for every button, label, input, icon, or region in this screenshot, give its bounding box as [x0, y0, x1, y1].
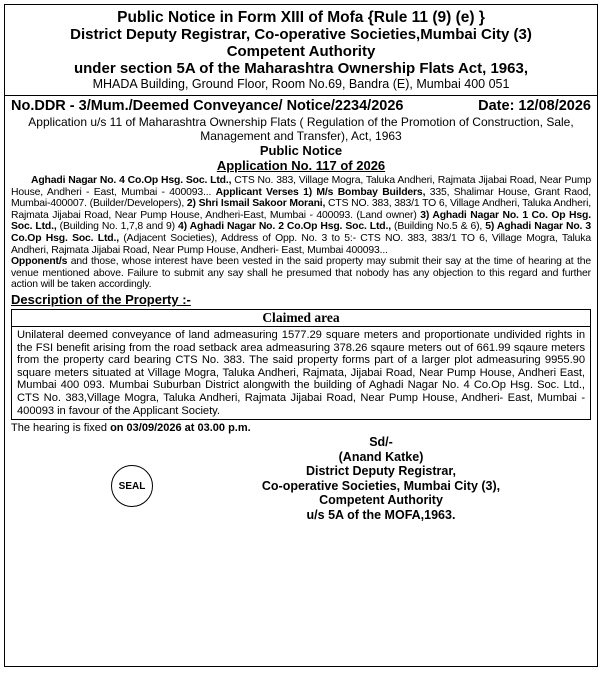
header-address: MHADA Building, Ground Floor, Room No.69, Bandra (E), Mumbai 400 051	[92, 77, 510, 91]
respondent-5: 5) Aghadi Nagar No. 3 Co.Op Hsg. Soc. Ltd.,	[11, 221, 591, 244]
property-description-heading: Description of the Property :-	[11, 291, 191, 307]
reference-number: No.DDR - 3/Mum./Deemed Conveyance/ Notice/2234/2026	[11, 98, 404, 114]
opponents-paragraph: Opponent/s and those, whose interest have been vested in the said property may submit their say at the time of hearing at the venue mentioned above. Failure to submit any say shall he presumed that nobody has any objection to this regard and further action will be taken accordingly.	[11, 256, 591, 291]
signature-sd: Sd/-	[369, 435, 393, 450]
header-title: Public Notice in Form XIII of Mofa {Rule 11 (9) (e) }	[117, 9, 485, 26]
header-authority: Competent Authority	[226, 43, 376, 60]
signatory-section: u/s 5A of the MOFA,1963.	[306, 507, 456, 522]
claimed-area-title: Claimed area	[12, 310, 590, 327]
claimed-area-text: Unilateral deemed conveyance of land admeasuring 1577.29 square meters and proportionate undivided rights in the FSI benefit arising from the road setback area admeasuring 378.26 sqaure meters out of 661.99 sqaure meters from the property card bearing CTS No. 383. The said property forms part of a larger plot admeasuring 9955.90 square meters situated at Village Mogra, Taluka Andheri, Rajmata, Jijabai Road, Near Pump House, Andheri East, Mumbai 400 093. Mumbai Suburban District alongwith the building of Aghadi Nagar No. 4 Co.Op Hsg. Soc. Ltd., CTS No. 383,Village Mogra, Taluka Andheri, Rajmata Jijabai Road, Near Pump House, Andheri- East, Mumbai - 400093 in favour of the Applicant Society.	[17, 328, 585, 417]
respondent-4: 4) Aghadi Nagar No. 2 Co.Op Hsg. Soc. Ltd.,	[178, 221, 391, 233]
reference-line	[11, 98, 591, 115]
respondent-1: Applicant Verses 1) M/s Bombay Builders,	[215, 186, 426, 198]
header-section: under section 5A of the Maharashtra Ownership Flats Act, 1963,	[73, 60, 528, 77]
notice-body	[5, 96, 597, 555]
public-notice-title: Public Notice	[259, 143, 343, 158]
applicant-name: Aghadi Nagar No. 4 Co.Op Hsg. Soc. Ltd.,	[31, 175, 232, 186]
signature-area	[11, 435, 591, 555]
parties-paragraph: Aghadi Nagar No. 4 Co.Op Hsg. Soc. Ltd., CTS No. 383, Village Mogra, Taluka Andheri, Rajmata Jijabai Road, Near Pump House, Andheri - East, Mumbai - 400093... Applicant Verses 1) M/s Bombay Builders, 335, Shalimar House, Grant Raod, Mumbai-400007. (Builder/Developers), 2) Shri Ismail Sakoor Morani, CTS NO. 383, 383/1 TO 6, Village Andheri, Taluka Andheri, Rajmata Jijabai Road, Near Pump House, Andheri-East, Mumbai - 400093. (Land owner) 3) Aghadi Nagar No. 1 Co. Op Hsg. Soc. Ltd., (Building No. 1,7,8 and 9) 4) Aghadi Nagar No. 2 Co.Op Hsg. Soc. Ltd., (Building No.5 & 6), 5) Aghadi Nagar No. 3 Co.Op Hsg. Soc. Ltd., (Adjacent Societies), Address of Opp. No. 3 to 5:- CTS NO. 383, 383/1 TO 6, Village Mogra, Taluka Andheri, Rajmata Jijabai Road, Near Pump House, Andheri- East, Mumbai 400093...	[11, 175, 592, 256]
respondent-2: 2) Shri Ismail Sakoor Morani,	[186, 198, 326, 210]
signatory-office: Co-operative Societies, Mumbai City (3),	[261, 478, 501, 493]
signatory-name: (Anand Katke)	[338, 449, 424, 464]
public-notice	[4, 4, 598, 667]
application-number: Application No. 117 of 2026	[216, 158, 386, 173]
notice-header	[5, 5, 597, 96]
signatory-title: District Deputy Registrar,	[305, 464, 457, 479]
notice-date: Date: 12/08/2026	[478, 98, 591, 114]
signatory-authority: Competent Authority	[319, 493, 443, 508]
signature-block	[231, 435, 531, 522]
header-registrar: District Deputy Registrar, Co-operative Societies,Mumbai City (3)	[70, 26, 532, 43]
hearing-datetime: on 03/09/2026 at 03.00 p.m.	[110, 422, 251, 435]
hearing-line: The hearing is fixed on 03/09/2026 at 03.00 p.m.	[11, 422, 251, 435]
respondent-3: 3) Aghadi Nagar No. 1 Co. Op Hsg. Soc. Ltd.,	[11, 209, 591, 233]
application-description: Application u/s 11 of Maharashtra Ownership Flats ( Regulation of the Promotion of Construction, Sale, Management and Transfer), Act, 1963	[28, 115, 574, 143]
claimed-area-box	[11, 309, 591, 420]
seal-stamp: SEAL	[111, 465, 153, 507]
